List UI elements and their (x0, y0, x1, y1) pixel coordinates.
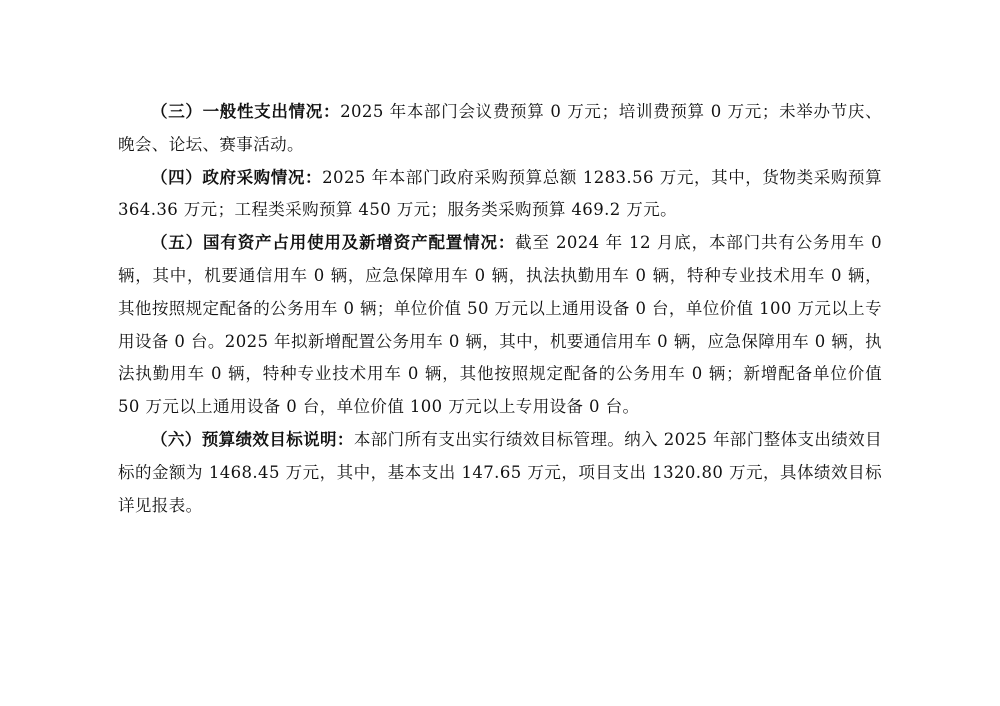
paragraph-state-assets (118, 227, 882, 424)
document-page (118, 96, 882, 522)
paragraph-body: 截至 2024 年 12 月底，本部门共有公务用车 0 辆，其中，机要通信用车 0 辆，应急保障用车 0 辆，执法执勤用车 0 辆，特种专业技术用车 0 辆，其他按照规定配备的公务用车 0 辆；单位价值 50 万元以上通用设备 0 台，单位价值 100 万元以上专用设备 0 台。2025 年拟新增配置公务用车 0 辆，其中，机要通信用车 0 辆，应急保障用车 0 辆，执法执勤用车 0 辆，特种专业技术用车 0 辆，其他按照规定配备的公务用车 0 辆；新增配备单位价值 50 万元以上通用设备 0 台，单位价值 100 万元以上专用设备 0 台。 (118, 233, 882, 417)
paragraph-heading: （三）一般性支出情况： (151, 102, 341, 121)
paragraph-heading: （五）国有资产占用使用及新增资产配置情况： (151, 233, 516, 253)
paragraph-heading: （六）预算绩效目标说明： (151, 429, 354, 449)
paragraph-body: 2025 年本部门政府采购预算总额 1283.56 万元，其中，货物类采购预算 364.36 万元；工程类采购预算 450 万元；服务类采购预算 469.2 万元。 (118, 167, 883, 220)
paragraph-heading: （四）政府采购情况： (151, 167, 323, 187)
paragraph-government-procurement (118, 162, 882, 228)
paragraph-performance-targets (118, 424, 882, 522)
paragraph-body: 本部门所有支出实行绩效目标管理。纳入 2025 年部门整体支出绩效目标的金额为 1468.45 万元，其中，基本支出 147.65 万元，项目支出 1320.80 万元，具体绩效目标详见报表。 (118, 429, 882, 515)
paragraph-general-expenditure (118, 96, 882, 162)
paragraph-body: 2025 年本部门会议费预算 0 万元；培训费预算 0 万元；未举办节庆、晚会、论坛、赛事活动。 (118, 102, 882, 154)
